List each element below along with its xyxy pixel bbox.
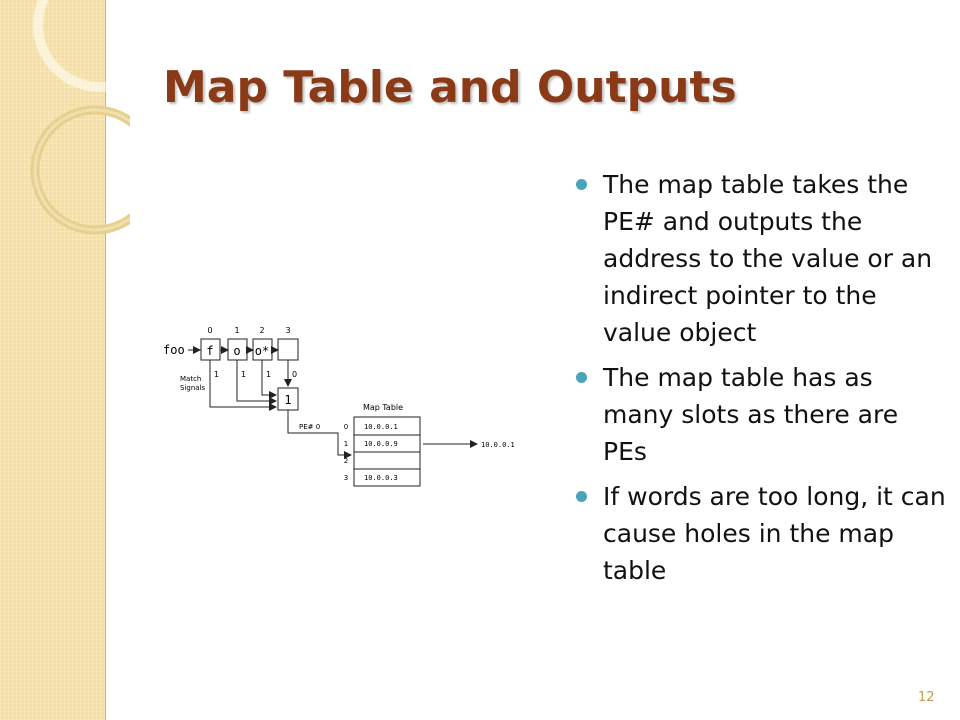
cell-index: 1 (234, 326, 240, 335)
cam-cell-char: o (233, 344, 241, 358)
cell-index: 0 (207, 326, 213, 335)
bullet-text: The map table takes the PE# and outputs the address to the value or an indirect pointer to the value object (603, 170, 933, 347)
map-row-index: 2 (343, 457, 349, 465)
bullet-dot-icon (576, 179, 587, 190)
page-number: 12 (918, 690, 935, 705)
match-signals-label: Signals (180, 384, 206, 392)
bullet-text: The map table has as many slots as there are PEs (603, 363, 899, 466)
match-value: 0 (292, 370, 298, 379)
decorative-circles (0, 0, 130, 260)
bullet-item (576, 359, 946, 470)
map-table-diagram (155, 320, 535, 495)
input-word: foo (163, 343, 185, 357)
cell-index: 2 (259, 326, 265, 335)
slide-title: Map Table and Outputs (163, 62, 737, 113)
bullet-item (576, 478, 946, 589)
bullet-dot-icon (576, 491, 587, 502)
cam-cell (278, 339, 298, 360)
bullet-dot-icon (576, 372, 587, 383)
bullet-item (576, 166, 946, 351)
bullet-list (576, 166, 946, 597)
match-value: 1 (241, 370, 247, 379)
match-value: 1 (214, 370, 220, 379)
match-value: 1 (266, 370, 272, 379)
map-row-value: 10.0.0.9 (364, 440, 398, 448)
map-row-index: 3 (343, 474, 349, 482)
pe-label: PE# 0 (299, 423, 321, 431)
map-table-title: Map Table (362, 403, 404, 412)
map-row-value: 10.0.0.1 (364, 423, 398, 431)
cam-cell-char: f (206, 344, 214, 358)
bullet-text: If words are too long, it can cause holes in the map table (603, 482, 946, 585)
cam-cell-char: o* (254, 344, 270, 358)
match-signals-label: Match (180, 375, 202, 383)
encoder-output: 1 (284, 393, 292, 407)
cell-index: 3 (285, 326, 291, 335)
output-value: 10.0.0.1 (481, 441, 515, 449)
map-row-index: 0 (343, 423, 349, 431)
map-row-value: 10.0.0.3 (364, 474, 398, 482)
map-row-index: 1 (343, 440, 349, 448)
